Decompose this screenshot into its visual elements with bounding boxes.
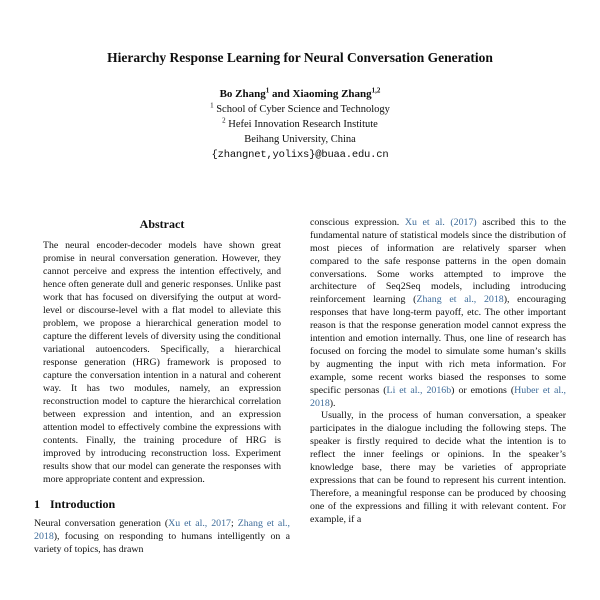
institution-line: Beihang University, China — [244, 133, 356, 145]
text-run: ), focusing on responding to humans intelligently on a variety of topics, has drawn — [34, 530, 290, 555]
affiliation-text: School of Cyber Science and Technology — [216, 103, 390, 115]
author-name — [293, 88, 381, 100]
paragraph — [310, 410, 566, 526]
section-number: 1 — [34, 496, 40, 511]
text-run: ). — [329, 397, 336, 409]
email-address[interactable]: {zhangnet,yolixs}@buaa.edu.cn — [211, 148, 389, 161]
section-title: Introduction — [50, 496, 116, 511]
text-run: conscious expression. — [310, 216, 405, 228]
author-affil-marker: 1 — [265, 86, 270, 95]
author-name-text: Bo Zhang — [219, 87, 266, 100]
citation-link[interactable]: Xu et al. (2017) — [404, 216, 477, 228]
right-column-paragraphs — [310, 217, 566, 527]
text-run: ) or emotions ( — [451, 384, 515, 396]
paragraph — [34, 518, 290, 557]
citation-link[interactable]: Xu et al., 2017 — [168, 517, 231, 529]
text-run: Usually, in the process of human conversation, a speaker participates in the dialogue including the following steps. The speaker is firstly required to decide what the intention is to reflect the inner feelings or opinions. In the speaker’s knowledge base, there may be varieties of appropriate expressions that can be found to represent his current intention. Therefore, a meaningful response can be produced by choosing one of the expressions and filling it with relevant content. For example, if a — [310, 410, 566, 525]
author-name-text: Xiaoming Zhang — [292, 87, 372, 100]
author-conjunction: and — [272, 87, 290, 100]
citation-link[interactable]: Zhang et al., 2018 — [34, 517, 290, 542]
affiliation-marker: 1 — [210, 101, 214, 110]
text-run: ; — [230, 517, 238, 529]
authors-line — [0, 86, 600, 102]
affiliation-marker: 2 — [222, 116, 226, 125]
author-affil-marker: 1,2 — [371, 86, 381, 95]
abstract-heading: Abstract — [139, 216, 185, 231]
affiliation-line — [0, 117, 600, 132]
citation-link[interactable]: Li et al., 2016b — [386, 384, 452, 396]
citation-link[interactable]: Huber et al., 2018 — [310, 384, 567, 409]
paper-title: Hierarchy Response Learning for Neural Conversation Generation — [107, 50, 493, 65]
left-column — [34, 217, 290, 557]
affiliation-line — [0, 102, 600, 117]
introduction-paragraphs — [34, 518, 290, 557]
paragraph — [310, 217, 566, 411]
two-column-body — [0, 217, 600, 557]
text-run: ascribed this to the fundamental nature of statistical models since the distribution of most pieces of information are relatively sparser when compared to the safe response patterns in the open domain conversations. Some works attempted to improve the architecture of Seq2Seq models, including introducing reinforcement learning ( — [310, 216, 566, 306]
text-run: ), encouraging responses that have long-term payoff, etc. The other important reason is that the response generation model cannot express the intention and emotion internally. Thus, one line of research has focused on forcing the model to simulate some human’s skills by augmenting the input with rich meta information. For example, some recent works biased the responses to some specific personas ( — [310, 294, 566, 396]
citation-link[interactable]: Zhang et al., 2018 — [416, 294, 504, 306]
text-run: Neural conversation generation ( — [34, 517, 169, 529]
abstract-text: The neural encoder-decoder models have shown great promise in neural conversation generation. However, they cannot perceive and express the intention effectively, and hence often generate dull and generic responses. Unlike past work that has focused on diversifying the output at word-level or discourse-level with a flat model to alleviate this problem, we propose a hierarchical generation model to capture the different levels of diversity using the conditional variational autoencoders. Specifically, a hierarchical response generation (HRG) framework is proposed to capture the conversation intention in a natural and coherent way. It has two modules, namely, an expression reconstruction model to capture the hierarchical correlation between expression and intention, and an expression attention model to effectively combine the expressions with contents. Finally, the training procedure of HRG is improved by introducing reconstruction loss. Experiment results show that our model can generate the responses with more appropriate content and expression. — [43, 239, 281, 485]
author-block — [0, 86, 600, 163]
affiliation-text: Hefei Innovation Research Institute — [228, 118, 378, 130]
section-heading-introduction — [34, 497, 290, 512]
right-column — [310, 217, 566, 557]
author-name — [220, 88, 270, 100]
